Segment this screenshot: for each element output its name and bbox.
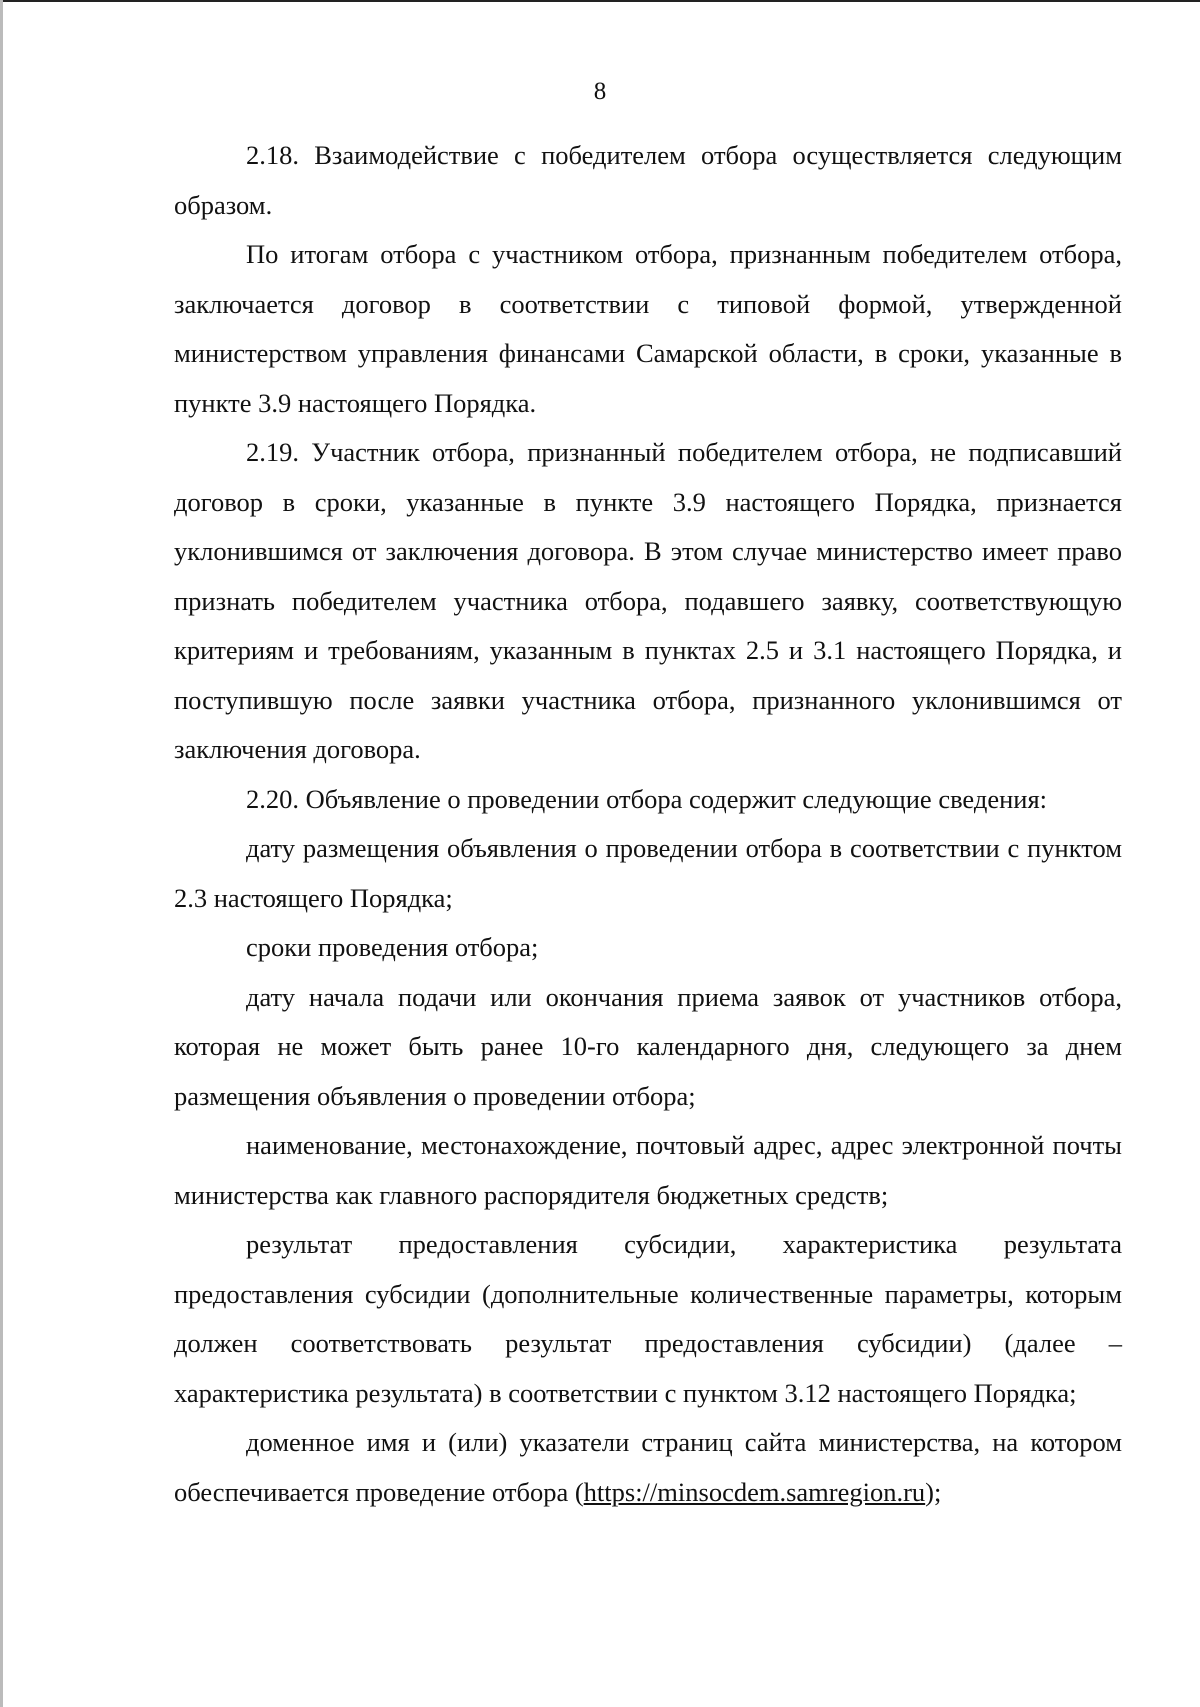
- paragraph-2-19: 2.19. Участник отбора, признанный победителем отбора, не подписавший договор в сроки, указанные в пункте 3.9 настоящего Порядка, признается уклонившимся от заключения договора. В этом случае министерство имеет право признать победителем участника отбора, подавшего заявку, соответствующую критериям и требованиям, указанным в пунктах 2.5 и 3.1 настоящего Порядка, и поступившую после заявки участника отбора, признанного уклонившимся от заключения договора.: [174, 437, 1122, 764]
- list-item-placement-date: дату размещения объявления о проведении отбора в соответствии с пунктом 2.3 настоящего Порядка;: [174, 833, 1122, 913]
- scan-edge-left: [0, 0, 3, 1707]
- paragraph-2-18: 2.18. Взаимодействие с победителем отбора осуществляется следующим образом.: [174, 140, 1122, 220]
- page-number: 8: [593, 78, 607, 105]
- list-item-ministry-info: наименование, местонахождение, почтовый адрес, адрес электронной почты министерства как главного распорядителя бюджетных средств;: [174, 1130, 1122, 1210]
- paragraph-contract: По итогам отбора с участником отбора, признанным победителем отбора, заключается договор в соответствии с типовой формой, утвержденной министерством управления финансами Самарской области, в сроки, указанные в пункте 3.9 настоящего Порядка.: [174, 239, 1122, 418]
- domain-text-before: доменное имя и (или) указатели страниц сайта министерства, на котором обеспечивается проведение отбора (: [174, 1427, 1122, 1507]
- document-body: [174, 131, 1122, 1517]
- list-item-domain-name: [174, 1418, 1122, 1517]
- domain-text-after: );: [925, 1476, 942, 1507]
- list-item-subsidy-result: результат предоставления субсидии, характеристика результата предоставления субсидии (дополнительные количественные параметры, которым должен соответствовать результат предоставления субсидии) (далее – характеристика результата) в соответствии с пунктом 3.12 настоящего Порядка;: [174, 1229, 1122, 1408]
- paragraph-2-20: 2.20. Объявление о проведении отбора содержит следующие сведения:: [246, 783, 1048, 814]
- ministry-site-link[interactable]: https://minsocdem.samregion.ru: [583, 1476, 926, 1507]
- list-item-application-dates: дату начала подачи или окончания приема заявок от участников отбора, которая не может быть ранее 10-го календарного дня, следующего за днем размещения объявления о проведении отбора;: [174, 981, 1122, 1111]
- list-item-selection-terms: сроки проведения отбора;: [246, 932, 539, 962]
- scan-edge-top: [0, 0, 1200, 2]
